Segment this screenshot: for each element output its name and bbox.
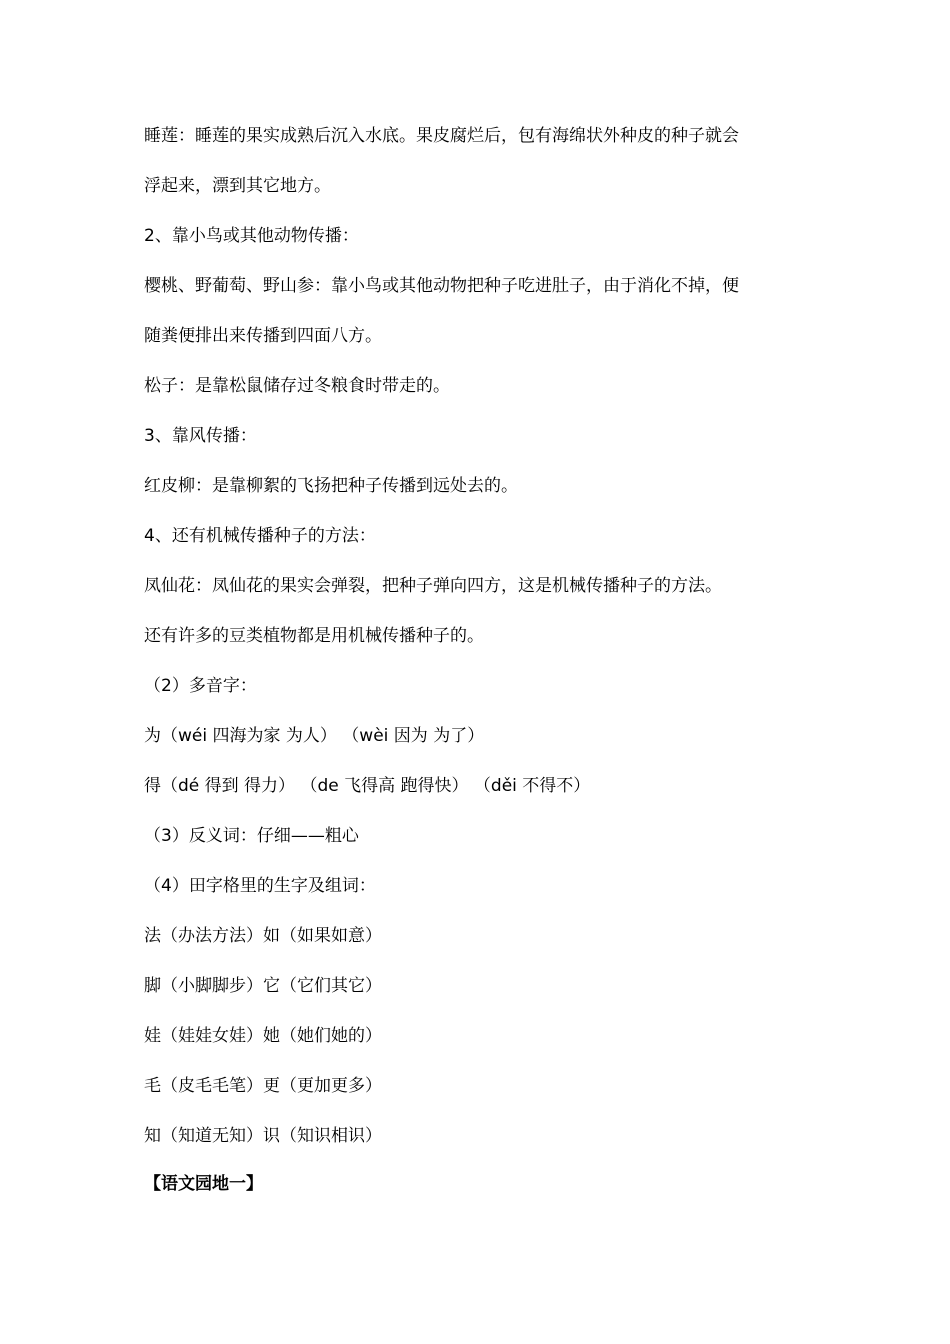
text-line-21: 知（知道无知）识（知识相识） — [144, 1126, 382, 1146]
text-line-7: 3、靠风传播： — [144, 426, 257, 446]
text-line-4: 樱桃、野葡萄、野山参：靠小鸟或其他动物把种子吃进肚子，由于消化不掉，便 — [144, 276, 739, 296]
text-line-15: （3）反义词：仔细——粗心 — [144, 826, 359, 846]
section-heading: 【语文园地一】 — [144, 1174, 263, 1194]
text-line-6: 松子：是靠松鼠储存过冬粮食时带走的。 — [144, 376, 450, 396]
text-line-20: 毛（皮毛毛笔）更（更加更多） — [144, 1076, 382, 1096]
text-line-3: 2、靠小鸟或其他动物传播： — [144, 226, 359, 246]
text-line-11: 还有许多的豆类植物都是用机械传播种子的。 — [144, 626, 484, 646]
text-line-13: 为（wéi 四海为家 为人） （wèi 因为 为了） — [144, 726, 485, 746]
text-line-14: 得（dé 得到 得力） （de 飞得高 跑得快） （děi 不得不） — [144, 776, 591, 796]
text-line-17: 法（办法方法）如（如果如意） — [144, 926, 382, 946]
text-line-10: 凤仙花：凤仙花的果实会弹裂，把种子弹向四方，这是机械传播种子的方法。 — [144, 576, 722, 596]
text-line-8: 红皮柳：是靠柳絮的飞扬把种子传播到远处去的。 — [144, 476, 518, 496]
text-line-19: 娃（娃娃女娃）她（她们她的） — [144, 1026, 382, 1046]
text-line-16: （4）田字格里的生字及组词： — [144, 876, 376, 896]
text-line-9: 4、还有机械传播种子的方法： — [144, 526, 376, 546]
text-line-18: 脚（小脚脚步）它（它们其它） — [144, 976, 382, 996]
text-line-5: 随粪便排出来传播到四面八方。 — [144, 326, 382, 346]
text-line-2: 浮起来，漂到其它地方。 — [144, 176, 331, 196]
text-line-12: （2）多音字： — [144, 676, 257, 696]
text-line-1: 睡莲：睡莲的果实成熟后沉入水底。果皮腐烂后，包有海绵状外种皮的种子就会 — [144, 126, 739, 146]
